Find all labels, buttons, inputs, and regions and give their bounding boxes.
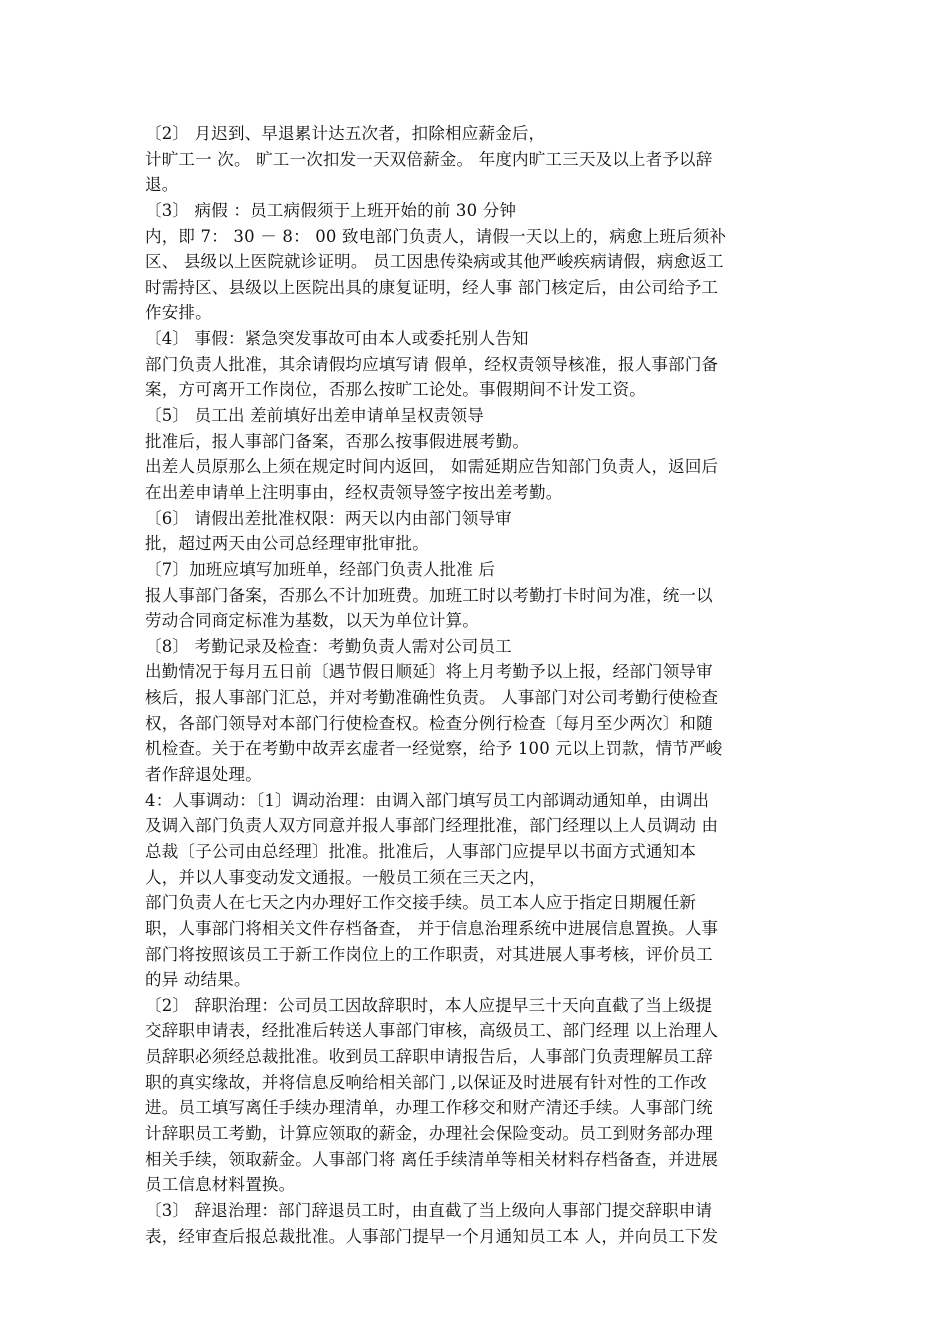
text-line: 表，经审查后报总裁批准。人事部门提早一个月通知员工本 人，并向员工下发 [145,1226,719,1246]
text-line: 内，即 7： 30 － 8： 00 致电部门负责人，请假一天以上的，病愈上班后须补 [145,226,727,246]
text-line: 〔2〕 月迟到、早退累计达五次者，扣除相应薪金后， [145,124,546,143]
text-line: 员辞职必须经总裁批准。收到员工辞职申请报告后，人事部门负责理解员工辞 [145,1047,713,1067]
text-line: 的异 动结果。 [145,970,251,990]
text-line: 人，并以人事变动发文通报。一般员工须在三天之内， [145,867,546,887]
text-line: 核后，报人事部门汇总，并对考勤准确性负责。 人事部门对公司考勤行使检查 [145,688,719,708]
text-line: 案，方可离开工作岗位，否那么按旷工论处。事假期间不计发工资。 [145,380,646,400]
text-line: 批，超过两天由公司总经理审批审批。 [145,534,429,554]
text-line: 报人事部门备案，否那么不计加班费。加班工时以考勤打卡时间为准，统一以 [145,585,713,605]
text-line: 及调入部门负责人双方同意并报人事部门经理批准，部门经理以上人员调动 由 [145,816,719,836]
text-line: 〔8〕 考勤记录及检查：考勤负责人需对公司员工 [145,636,512,656]
text-line: 〔7〕加班应填写加班单，经部门负责人批准 后 [145,559,496,579]
text-line: 退。 [145,175,179,195]
text-line: 进。员工填写离任手续办理清单，办理工作移交和财产清还手续。人事部门统 [145,1098,713,1118]
text-line: 交辞职申请表，经批准后转送人事部门审核，高级员工、部门经理 以上治理人 [145,1021,719,1041]
text-line: 机检查。关于在考勤中故弄玄虚者一经觉察，给予 100 元以上罚款，情节严峻 [145,739,723,759]
text-line: 部门负责人在七天之内办理好工作交接手续。员工本人应于指定日期履任新 [145,893,697,913]
text-line: 出勤情况于每月五日前〔遇节假日顺延〕将上月考勤予以上报，经部门领导审 [145,662,713,682]
text-line: 区、 县级以上医院就诊证明。 员工因患传染病或其他严峻疾病请假，病愈返工 [145,252,724,272]
text-line: 〔2〕 辞职治理：公司员工因故辞职时，本人应提早三十天向直截了当上级提 [145,995,713,1015]
text-line: 计辞职员工考勤，计算应领取的薪金，办理社会保险变动。员工到财务部办理 [145,1123,713,1143]
text-line: 〔3〕 病假 ：员工病假须于上班开始的前 30 分钟 [145,200,517,220]
text-line: 〔3〕 辞退治理：部门辞退员工时，由直截了当上级向人事部门提交辞职申请 [145,1200,713,1220]
text-line: 者作辞退处理。 [145,765,262,785]
document-body [145,121,815,1249]
text-line: 作安排。 [145,303,212,323]
text-line: 部门负责人批准，其余请假均应填写请 假单，经权责领导核准，报人事部门备 [145,354,719,374]
text-line: 〔5〕 员工出 差前填好出差申请单呈权责领导 [145,406,484,426]
text-line: 〔4〕 事假：紧急突发事故可由本人或委托别人告知 [145,329,529,349]
text-line: 4：人事调动：〔1〕调动治理：由调入部门填写员工内部调动通知单，由调出 [145,790,710,810]
text-line: 计旷工一 次。 旷工一次扣发一天双倍薪金。 年度内旷工三天及以上者予以辞 [145,149,713,169]
text-line: 部门将按照该员工于新工作岗位上的工作职责，对其进展人事考核，评价员工 [145,944,713,964]
text-line: 劳动合同商定标准为基数，以天为单位计算。 [145,611,479,631]
text-line: 时需持区、县级以上医院出具的康复证明，经人事 部门核定后，由公司给予工 [145,277,719,297]
text-line: 在出差申请单上注明事由，经权责领导签字按出差考勤。 [145,482,563,502]
text-line: 相关手续，领取薪金。人事部门将 离任手续清单等相关材料存档备查，并进展 [145,1149,719,1169]
text-line: 职的真实缘故，并将信息反响给相关部门 ,以保证及时进展有针对性的工作改 [145,1072,707,1092]
text-line: 权，各部门领导对本部门行使检查权。检查分例行检查〔每月至少两次〕和随 [145,713,713,733]
text-line: 职，人事部门将相关文件存档备查， 并于信息治理系统中进展信息置换。人事 [145,918,719,938]
text-line: 总裁〔子公司由总经理〕批准。批准后，人事部门应提早以书面方式通知本 [145,841,697,861]
text-line: 出差人员原那么上须在规定时间内返回， 如需延期应告知部门负责人，返回后 [145,457,719,477]
text-line: 〔6〕 请假出差批准权限：两天以内由部门领导审 [145,508,512,528]
text-line: 批准后，报人事部门备案，否那么按事假进展考勤。 [145,431,530,451]
text-line: 员工信息材料置换。 [145,1175,296,1195]
